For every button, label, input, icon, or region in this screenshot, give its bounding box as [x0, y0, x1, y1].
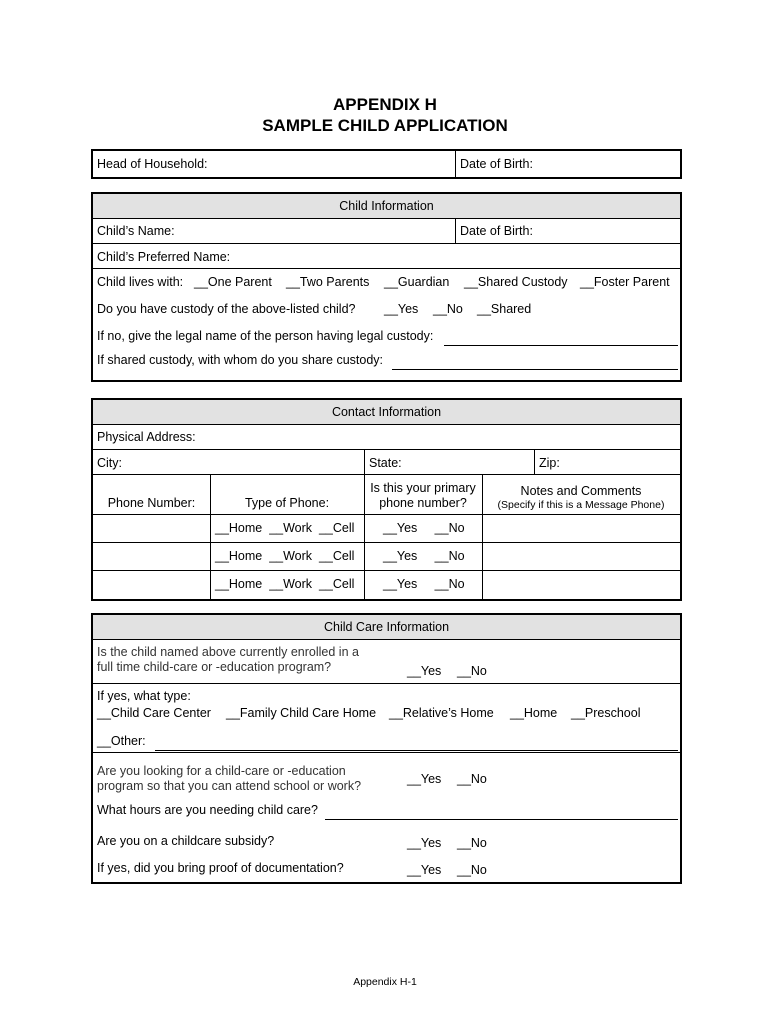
primary-phone-options[interactable]: __Yes __No: [383, 549, 465, 563]
care-type-family-home[interactable]: __Family Child Care Home: [226, 706, 377, 720]
proof-yes-option[interactable]: __Yes: [407, 863, 442, 877]
primary-phone-options[interactable]: __Yes __No: [383, 577, 465, 591]
phone-row[interactable]: [93, 543, 680, 571]
household-dob-field[interactable]: Date of Birth:: [460, 157, 533, 171]
care-type-other-label: __Other:: [97, 734, 146, 748]
lives-with-foster-parent[interactable]: __Foster Parent: [580, 275, 670, 289]
notes-header: Notes and Comments: [520, 484, 642, 498]
page-title: APPENDIX H: [333, 95, 437, 114]
phone-type-options[interactable]: __Home __Work __Cell: [215, 549, 355, 563]
child-information-header: Child Information: [93, 194, 680, 219]
contact-information-header: Contact Information: [93, 400, 680, 425]
phone-type-options[interactable]: __Home __Work __Cell: [215, 577, 355, 591]
contact-information-section: [91, 398, 682, 601]
phone-type-header: Type of Phone:: [244, 496, 330, 510]
proof-no-option[interactable]: __No: [457, 863, 487, 877]
notes-subheader: (Specify if this is a Message Phone): [497, 499, 665, 511]
legal-custody-input-line[interactable]: [444, 345, 678, 346]
lives-with-shared-custody[interactable]: __Shared Custody: [464, 275, 568, 289]
hours-needed-input-line[interactable]: [325, 819, 678, 820]
head-of-household-field[interactable]: Head of Household:: [97, 157, 208, 171]
care-type-preschool[interactable]: __Preschool: [571, 706, 641, 720]
custody-shared-option[interactable]: __Shared: [477, 302, 532, 316]
phone-number-header: Phone Number:: [107, 496, 196, 510]
state-field[interactable]: State:: [369, 456, 402, 470]
looking-question-line2: program so that you can attend school or work?: [97, 779, 362, 793]
phone-row[interactable]: [93, 571, 680, 599]
enrolled-no-option[interactable]: __No: [457, 664, 487, 678]
phone-row[interactable]: [93, 515, 680, 543]
page-subtitle: SAMPLE CHILD APPLICATION: [262, 116, 508, 135]
legal-custody-label: If no, give the legal name of the person having legal custody:: [97, 329, 434, 343]
enrolled-yes-option[interactable]: __Yes: [407, 664, 442, 678]
care-type-label: If yes, what type:: [97, 689, 191, 703]
child-information-section: [91, 192, 682, 382]
care-type-home[interactable]: __Home: [510, 706, 558, 720]
phone-table-header: [93, 475, 680, 515]
household-section: [91, 149, 682, 179]
looking-question-line1: Are you looking for a child-care or -education: [97, 764, 346, 778]
primary-phone-header-line2: phone number?: [379, 496, 467, 510]
custody-question: Do you have custody of the above-listed child?: [97, 302, 356, 316]
physical-address-field[interactable]: Physical Address:: [97, 430, 196, 444]
child-name-field[interactable]: Child’s Name:: [97, 224, 175, 238]
enrolled-question-line1: Is the child named above currently enrolled in a: [97, 645, 359, 659]
looking-no-option[interactable]: __No: [457, 772, 487, 786]
subsidy-question: Are you on a childcare subsidy?: [97, 834, 275, 848]
lives-with-guardian[interactable]: __Guardian: [384, 275, 450, 289]
lives-with-one-parent[interactable]: __One Parent: [194, 275, 272, 289]
primary-phone-options[interactable]: __Yes __No: [383, 521, 465, 535]
custody-yes-option[interactable]: __Yes: [384, 302, 419, 316]
care-type-center[interactable]: __Child Care Center: [97, 706, 211, 720]
lives-with-two-parents[interactable]: __Two Parents: [286, 275, 370, 289]
child-dob-field[interactable]: Date of Birth:: [460, 224, 533, 238]
child-care-information-section: [91, 613, 682, 884]
care-type-other-input-line[interactable]: [155, 750, 678, 751]
subsidy-yes-option[interactable]: __Yes: [407, 836, 442, 850]
shared-custody-label: If shared custody, with whom do you share custody:: [97, 353, 384, 367]
shared-custody-input-line[interactable]: [392, 369, 678, 370]
child-care-information-header: Child Care Information: [93, 615, 680, 640]
child-preferred-name-field[interactable]: Child’s Preferred Name:: [97, 250, 231, 264]
phone-type-options[interactable]: __Home __Work __Cell: [215, 521, 355, 535]
zip-field[interactable]: Zip:: [539, 456, 560, 470]
lives-with-label: Child lives with:: [97, 275, 184, 289]
city-field[interactable]: City:: [97, 456, 122, 470]
proof-question: If yes, did you bring proof of documentation?: [97, 861, 344, 875]
page-footer: Appendix H-1: [353, 976, 417, 988]
subsidy-no-option[interactable]: __No: [457, 836, 487, 850]
looking-yes-option[interactable]: __Yes: [407, 772, 442, 786]
care-type-relatives-home[interactable]: __Relative’s Home: [389, 706, 494, 720]
hours-needed-label: What hours are you needing child care?: [97, 803, 318, 817]
primary-phone-header-line1: Is this your primary: [370, 481, 476, 495]
custody-no-option[interactable]: __No: [433, 302, 463, 316]
enrolled-question-line2: full time child-care or -education program?: [97, 660, 332, 674]
